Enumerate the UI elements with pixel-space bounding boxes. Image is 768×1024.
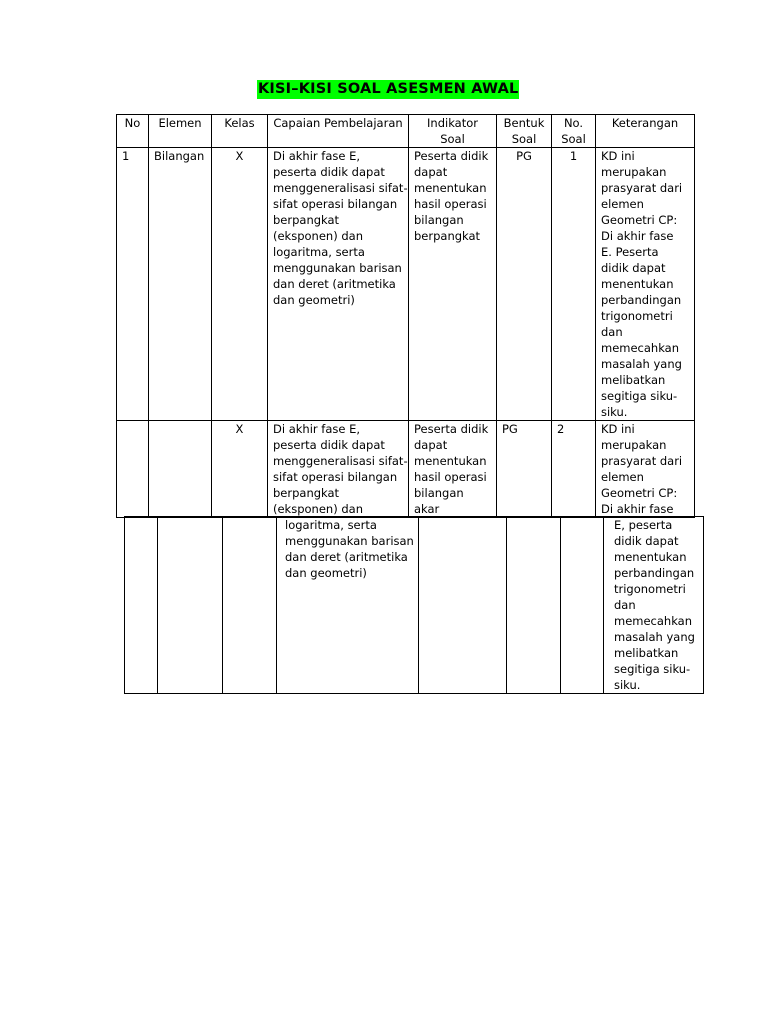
text-line: masalah yang — [601, 357, 682, 371]
table-row-continued — [125, 517, 704, 694]
cell-capaian — [268, 421, 409, 518]
cell-no — [117, 421, 149, 518]
cell-no: 1 — [117, 148, 149, 421]
text-line: didik dapat — [614, 534, 679, 548]
text-line: dapat — [414, 438, 448, 452]
text-line: Peserta didik — [414, 422, 489, 436]
text-line: dan geometri) — [285, 566, 367, 580]
text-line: Capaian Pembelajaran — [273, 116, 403, 130]
text-line: merupakan — [601, 165, 667, 179]
text-line: menentukan — [414, 181, 487, 195]
text-line: Geometri CP: — [601, 213, 678, 227]
text-line: berpangkat — [273, 486, 340, 500]
continuation-table — [124, 516, 704, 694]
text-line: Soal — [511, 132, 537, 146]
text-line: Bentuk — [503, 116, 545, 130]
text-line: E. Peserta — [601, 245, 659, 259]
cell-elemen: Bilangan — [149, 148, 212, 421]
text-line: didik dapat — [601, 261, 666, 275]
text-line: trigonometri — [614, 582, 686, 596]
text-line: dan — [601, 325, 623, 339]
text-line: Di akhir fase — [601, 502, 674, 516]
text-line: Di akhir fase E, — [273, 149, 361, 163]
text-line: Di akhir fase E, — [273, 422, 361, 436]
cell-capaian — [268, 148, 409, 421]
text-line: akar — [414, 502, 440, 516]
cell-elemen — [158, 517, 223, 694]
text-line: dan — [614, 598, 636, 612]
text-line: peserta didik dapat — [273, 438, 385, 452]
cell-kelas: X — [212, 148, 268, 421]
text-line: menggunakan barisan — [273, 261, 402, 275]
cell-keterangan — [596, 148, 695, 421]
header-indikator-soal — [409, 115, 497, 148]
text-line: menggunakan barisan — [285, 534, 414, 548]
text-line: dan deret (aritmetika — [285, 550, 408, 564]
text-line: No. — [563, 116, 584, 130]
header-no — [117, 115, 149, 148]
text-line: Geometri CP: — [601, 486, 678, 500]
text-line: KD ini — [601, 422, 635, 436]
cell-bentuk — [507, 517, 561, 694]
text-line: siku. — [601, 405, 628, 419]
text-line: Elemen — [158, 116, 202, 130]
text-line: sifat operasi bilangan — [273, 197, 398, 211]
text-line: elemen — [601, 197, 644, 211]
header-row — [117, 115, 695, 148]
header-kelas — [212, 115, 268, 148]
text-line: menentukan — [614, 550, 687, 564]
text-line: Indikator — [427, 116, 478, 130]
cell-kelas — [223, 517, 277, 694]
table-row — [117, 421, 695, 518]
cell-keterangan — [596, 421, 695, 518]
text-line: Peserta didik — [414, 149, 489, 163]
text-line: elemen — [601, 470, 644, 484]
kisi-kisi-table — [116, 114, 695, 518]
text-line: trigonometri — [601, 309, 673, 323]
text-line: menggeneralisasi sifat- — [273, 181, 408, 195]
document-title: KISI–KISI SOAL ASESMEN AWAL — [258, 81, 519, 97]
header-capaian-pembelajaran — [268, 115, 409, 148]
text-line: No — [124, 116, 141, 130]
text-line: menentukan — [414, 454, 487, 468]
header-keterangan — [596, 115, 695, 148]
text-line: dapat — [414, 165, 448, 179]
text-line: melibatkan — [601, 373, 666, 387]
text-line: merupakan — [601, 438, 667, 452]
text-line: logaritma, serta — [285, 518, 377, 532]
cell-bentuk: PG — [497, 421, 552, 518]
text-line: memecahkan — [614, 614, 693, 628]
cell-indikator — [419, 517, 507, 694]
cell-capaian-continued — [277, 517, 419, 694]
table-row — [117, 148, 695, 421]
cell-nomor: 2 — [552, 421, 596, 518]
text-line: prasyarat dari — [601, 181, 683, 195]
text-line: segitiga siku- — [601, 389, 678, 403]
text-line: memecahkan — [601, 341, 680, 355]
text-line: hasil operasi — [414, 470, 487, 484]
cell-nomor — [561, 517, 604, 694]
text-line: menentukan — [601, 277, 674, 291]
text-line: melibatkan — [614, 646, 679, 660]
cell-indikator — [409, 148, 497, 421]
text-line: logaritma, serta — [273, 245, 365, 259]
text-line: bilangan — [414, 213, 464, 227]
text-line: Kelas — [224, 116, 255, 130]
text-line: prasyarat dari — [601, 454, 683, 468]
text-line: (eksponen) dan — [273, 229, 363, 243]
cell-no — [125, 517, 158, 694]
text-line: E, peserta — [614, 518, 673, 532]
text-line: KD ini — [601, 149, 635, 163]
text-line: siku. — [614, 678, 641, 692]
text-line: Soal — [440, 132, 465, 146]
text-line: menggeneralisasi sifat- — [273, 454, 408, 468]
text-line: Soal — [561, 132, 586, 146]
text-line: peserta didik dapat — [273, 165, 385, 179]
text-line: (eksponen) dan — [273, 502, 363, 516]
text-line: masalah yang — [614, 630, 695, 644]
text-line: berpangkat — [273, 213, 340, 227]
text-line: Di akhir fase — [601, 229, 674, 243]
cell-kelas: X — [212, 421, 268, 518]
text-line: Keterangan — [611, 116, 679, 130]
cell-bentuk: PG — [497, 148, 552, 421]
text-line: dan deret (aritmetika — [273, 277, 396, 291]
header-no-soal — [552, 115, 596, 148]
cell-nomor: 1 — [552, 148, 596, 421]
text-line: berpangkat — [414, 229, 481, 243]
text-line: segitiga siku- — [614, 662, 691, 676]
header-elemen — [149, 115, 212, 148]
text-line: hasil operasi — [414, 197, 487, 211]
cell-indikator — [409, 421, 497, 518]
cell-keterangan-continued — [604, 517, 704, 694]
text-line: sifat operasi bilangan — [273, 470, 398, 484]
text-line: perbandingan — [601, 293, 682, 307]
header-bentuk-soal — [497, 115, 552, 148]
text-line: perbandingan — [614, 566, 695, 580]
text-line: dan geometri) — [273, 293, 355, 307]
cell-elemen — [149, 421, 212, 518]
text-line: bilangan — [414, 486, 464, 500]
